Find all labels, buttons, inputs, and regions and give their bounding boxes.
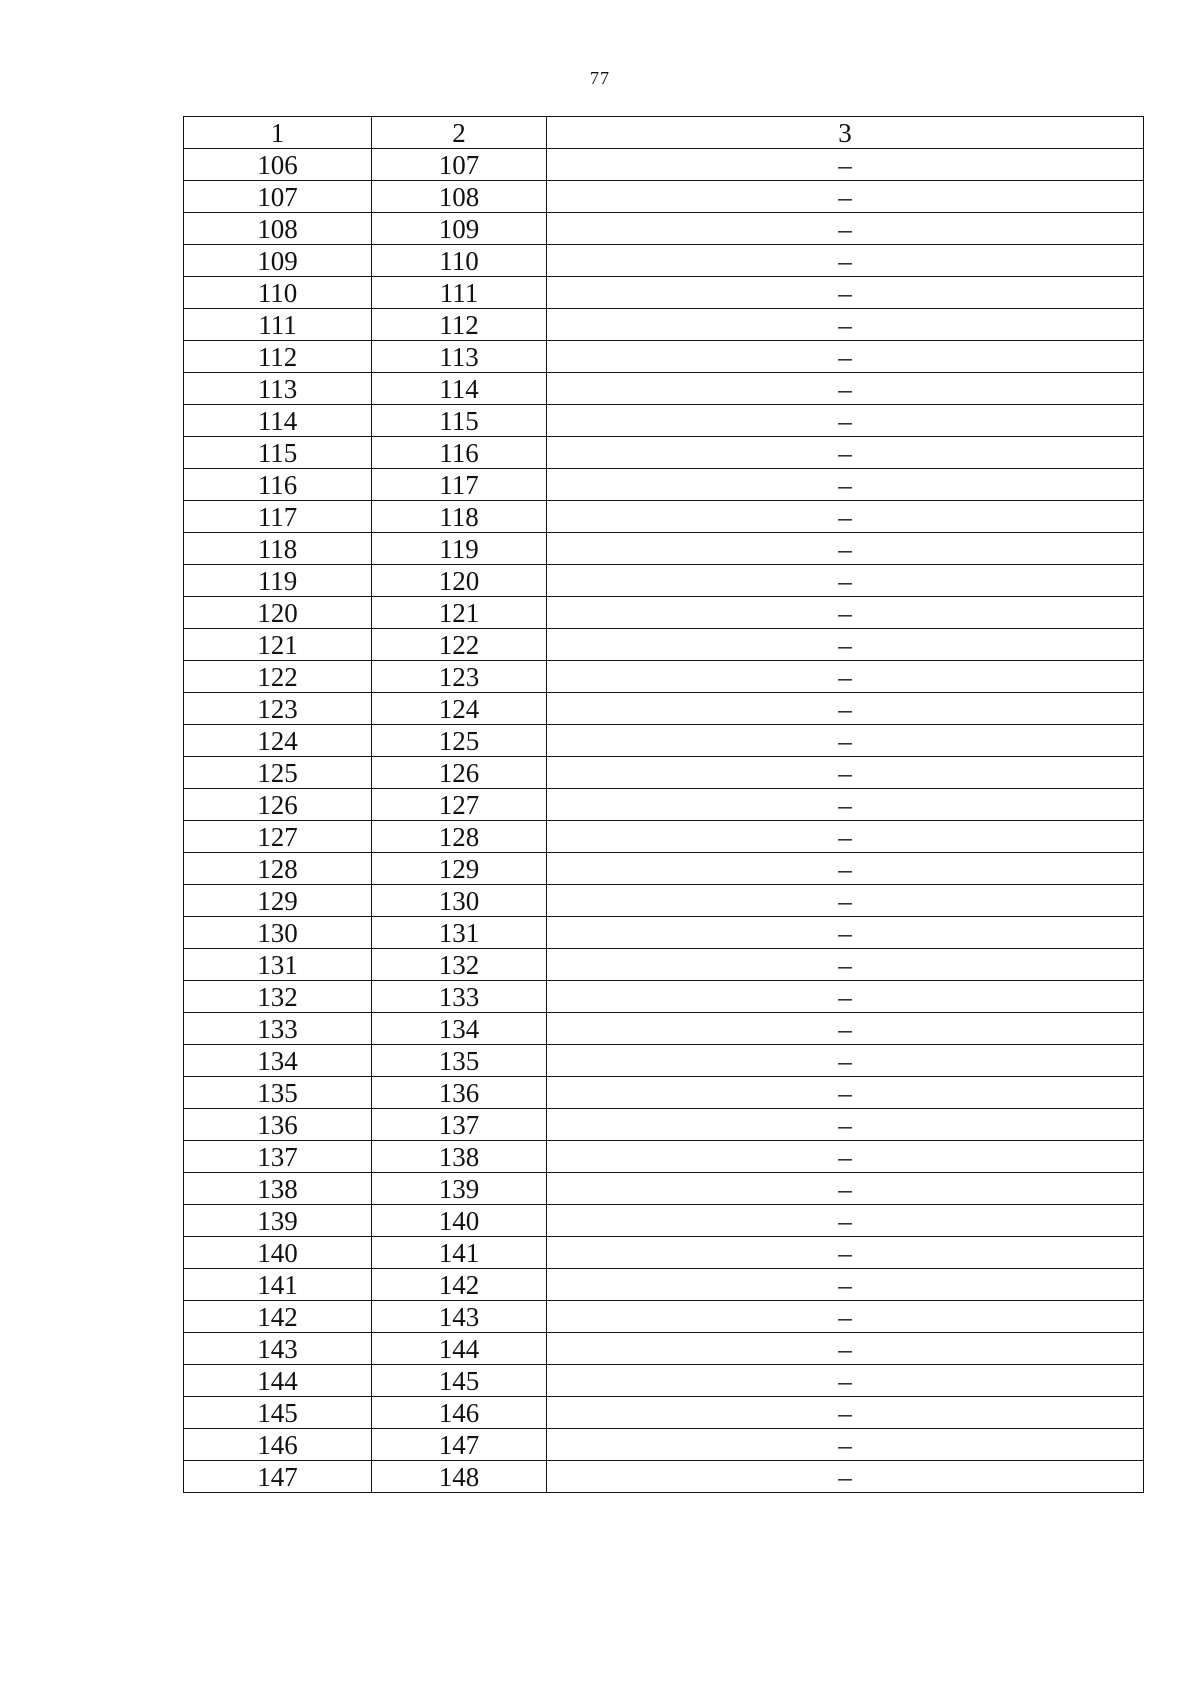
table-cell-col-2: 116 [372,437,547,469]
table-cell-col-2: 115 [372,405,547,437]
table-cell-col-1: 147 [184,1461,372,1493]
table-row [184,309,1144,341]
table-cell-col-2: 128 [372,821,547,853]
table-row [184,1461,1144,1493]
table-cell-col-2: 139 [372,1173,547,1205]
table-cell-col-1: 142 [184,1301,372,1333]
table-cell-col-2: 145 [372,1365,547,1397]
table-row [184,437,1144,469]
table-cell-col-2: 148 [372,1461,547,1493]
table-cell-col-1: 132 [184,981,372,1013]
table-cell-col-3: – [547,149,1144,181]
table-cell-col-2: 137 [372,1109,547,1141]
table-cell-col-3: – [547,213,1144,245]
table-row [184,789,1144,821]
table-cell-col-3: – [547,181,1144,213]
header-cell-2: 2 [372,117,547,149]
table-cell-col-3: – [547,981,1144,1013]
page-number: 77 [590,68,610,88]
table-cell-col-1: 112 [184,341,372,373]
table-cell-col-1: 139 [184,1205,372,1237]
table-cell-col-2: 123 [372,661,547,693]
table-row [184,1301,1144,1333]
table-cell-col-2: 132 [372,949,547,981]
table-cell-col-2: 140 [372,1205,547,1237]
table-cell-col-3: – [547,1173,1144,1205]
table-cell-col-2: 124 [372,693,547,725]
table-cell-col-1: 125 [184,757,372,789]
table-cell-col-2: 112 [372,309,547,341]
table-row [184,597,1144,629]
table-cell-col-2: 131 [372,917,547,949]
table-cell-col-3: – [547,1109,1144,1141]
table-cell-col-3: – [547,885,1144,917]
table-cell-col-2: 108 [372,181,547,213]
table-cell-col-1: 127 [184,821,372,853]
table-row [184,181,1144,213]
table-row [184,213,1144,245]
table-cell-col-2: 127 [372,789,547,821]
table-row [184,757,1144,789]
table-row [184,405,1144,437]
table-cell-col-3: – [547,565,1144,597]
table-cell-col-3: – [547,1013,1144,1045]
table-row [184,245,1144,277]
table-cell-col-1: 145 [184,1397,372,1429]
table-cell-col-3: – [547,597,1144,629]
table-cell-col-2: 107 [372,149,547,181]
table-cell-col-1: 124 [184,725,372,757]
table-cell-col-1: 114 [184,405,372,437]
table-cell-col-1: 144 [184,1365,372,1397]
table-cell-col-1: 120 [184,597,372,629]
table-row [184,853,1144,885]
table-cell-col-1: 135 [184,1077,372,1109]
table-cell-col-3: – [547,533,1144,565]
table-row [184,1365,1144,1397]
table-cell-col-1: 141 [184,1269,372,1301]
table-cell-col-1: 130 [184,917,372,949]
table-cell-col-2: 118 [372,501,547,533]
table-row [184,277,1144,309]
table-cell-col-2: 134 [372,1013,547,1045]
table-cell-col-3: – [547,1365,1144,1397]
table-row [184,1397,1144,1429]
table-cell-col-1: 123 [184,693,372,725]
table-cell-col-1: 117 [184,501,372,533]
table-cell-col-3: – [547,1429,1144,1461]
table-row [184,1013,1144,1045]
table-cell-col-3: – [547,1269,1144,1301]
table-cell-col-2: 141 [372,1237,547,1269]
table-cell-col-3: – [547,629,1144,661]
table-cell-col-2: 119 [372,533,547,565]
table-cell-col-1: 128 [184,853,372,885]
table-cell-col-2: 143 [372,1301,547,1333]
table-row [184,1333,1144,1365]
table-row [184,917,1144,949]
table-cell-col-2: 120 [372,565,547,597]
table-cell-col-2: 110 [372,245,547,277]
data-table [183,116,1144,1493]
table-row [184,1077,1144,1109]
table-row [184,885,1144,917]
table-cell-col-3: – [547,661,1144,693]
table-row [184,1109,1144,1141]
table-cell-col-2: 114 [372,373,547,405]
table-cell-col-1: 138 [184,1173,372,1205]
table-cell-col-2: 129 [372,853,547,885]
table-header-row [184,117,1144,149]
table-cell-col-2: 138 [372,1141,547,1173]
table-cell-col-2: 130 [372,885,547,917]
table-cell-col-1: 143 [184,1333,372,1365]
table-row [184,565,1144,597]
table-cell-col-1: 111 [184,309,372,341]
table-cell-col-3: – [547,853,1144,885]
table-cell-col-1: 137 [184,1141,372,1173]
table-cell-col-3: – [547,1333,1144,1365]
table-cell-col-3: – [547,1397,1144,1429]
table-row [184,661,1144,693]
table-cell-col-2: 147 [372,1429,547,1461]
table-cell-col-1: 109 [184,245,372,277]
table-cell-col-2: 135 [372,1045,547,1077]
table-row [184,1141,1144,1173]
table-row [184,501,1144,533]
table-cell-col-3: – [547,1461,1144,1493]
table-cell-col-1: 122 [184,661,372,693]
table-cell-col-2: 111 [372,277,547,309]
table-cell-col-3: – [547,1237,1144,1269]
table-row [184,373,1144,405]
table-row [184,1205,1144,1237]
table-row [184,821,1144,853]
table-row [184,949,1144,981]
table-cell-col-1: 131 [184,949,372,981]
table-cell-col-3: – [547,949,1144,981]
table-row [184,1173,1144,1205]
table-cell-col-2: 133 [372,981,547,1013]
table-row [184,1045,1144,1077]
table-row [184,1269,1144,1301]
table-cell-col-1: 108 [184,213,372,245]
table-cell-col-1: 106 [184,149,372,181]
table-row [184,533,1144,565]
table-cell-col-3: – [547,821,1144,853]
table-row [184,725,1144,757]
table-cell-col-2: 109 [372,213,547,245]
table-cell-col-3: – [547,725,1144,757]
table-row [184,629,1144,661]
table-cell-col-1: 118 [184,533,372,565]
table-cell-col-1: 116 [184,469,372,501]
table-cell-col-2: 117 [372,469,547,501]
table-cell-col-3: – [547,277,1144,309]
table-cell-col-2: 113 [372,341,547,373]
table-cell-col-1: 136 [184,1109,372,1141]
table-cell-col-3: – [547,1077,1144,1109]
table-cell-col-2: 146 [372,1397,547,1429]
table-cell-col-3: – [547,1205,1144,1237]
table-cell-col-3: – [547,501,1144,533]
table-cell-col-1: 133 [184,1013,372,1045]
table-cell-col-3: – [547,789,1144,821]
table-row [184,469,1144,501]
table-cell-col-3: – [547,757,1144,789]
table-cell-col-1: 146 [184,1429,372,1461]
table-cell-col-1: 107 [184,181,372,213]
table-cell-col-2: 142 [372,1269,547,1301]
table-cell-col-1: 140 [184,1237,372,1269]
table-cell-col-2: 144 [372,1333,547,1365]
table-cell-col-1: 126 [184,789,372,821]
table-row [184,1237,1144,1269]
table-cell-col-1: 110 [184,277,372,309]
table-cell-col-1: 119 [184,565,372,597]
table-cell-col-3: – [547,245,1144,277]
table-body [184,117,1144,1493]
table-cell-col-1: 134 [184,1045,372,1077]
table-cell-col-3: – [547,1045,1144,1077]
table-cell-col-2: 122 [372,629,547,661]
table-cell-col-2: 121 [372,597,547,629]
table-cell-col-3: – [547,469,1144,501]
table-row [184,341,1144,373]
table-cell-col-3: – [547,341,1144,373]
table-cell-col-1: 115 [184,437,372,469]
table-cell-col-1: 121 [184,629,372,661]
table-cell-col-2: 126 [372,757,547,789]
table-row [184,1429,1144,1461]
table-cell-col-3: – [547,309,1144,341]
table-cell-col-3: – [547,373,1144,405]
table-row [184,149,1144,181]
table-cell-col-1: 113 [184,373,372,405]
table-cell-col-2: 125 [372,725,547,757]
table-cell-col-3: – [547,405,1144,437]
table-cell-col-3: – [547,437,1144,469]
table-cell-col-2: 136 [372,1077,547,1109]
table-row [184,981,1144,1013]
table-cell-col-3: – [547,917,1144,949]
header-cell-1: 1 [184,117,372,149]
table-cell-col-3: – [547,1141,1144,1173]
table-cell-col-3: – [547,1301,1144,1333]
table-cell-col-3: – [547,693,1144,725]
header-cell-3: 3 [547,117,1144,149]
table-row [184,693,1144,725]
table-cell-col-1: 129 [184,885,372,917]
